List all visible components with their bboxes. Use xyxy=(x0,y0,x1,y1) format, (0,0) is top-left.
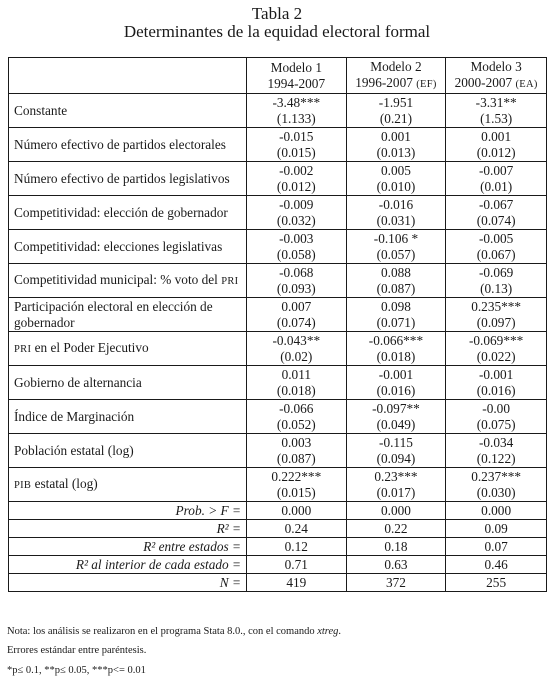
row-label-text: Número efectivo de partidos electorales xyxy=(14,136,226,152)
standard-error: (0.074) xyxy=(276,314,316,330)
model-1-period-text: 1994-2007 xyxy=(267,75,326,91)
coef-cell xyxy=(346,264,446,298)
row-label-text: Gobierno de alternancia xyxy=(14,374,142,390)
coef-cell xyxy=(246,230,346,264)
standard-error: (0.018) xyxy=(276,382,316,398)
coef-cell xyxy=(346,162,446,196)
coef-cell xyxy=(246,298,346,332)
stat-row xyxy=(9,502,547,520)
coefficient: 0.23*** xyxy=(374,468,418,484)
header-model-1 xyxy=(246,58,346,94)
coefficient: -0.115 xyxy=(379,434,413,450)
coef-cell xyxy=(346,94,446,128)
coef-cell xyxy=(446,94,547,128)
table-row xyxy=(9,468,547,502)
coefficient: -0.007 xyxy=(478,162,514,178)
coef-cell xyxy=(446,230,547,264)
coefficient: 0.088 xyxy=(380,264,411,280)
stat-value: 0.000 xyxy=(246,502,346,520)
coef-cell xyxy=(346,434,446,468)
stat-value: 0.63 xyxy=(346,556,446,574)
coef-cell xyxy=(246,94,346,128)
stat-value: 0.18 xyxy=(346,538,446,556)
standard-error: (0.087) xyxy=(376,280,416,296)
row-label-text: en el Poder Ejecutivo xyxy=(34,339,149,355)
coef-cell xyxy=(346,230,446,264)
results-table xyxy=(8,57,547,592)
coefficient: -1.951 xyxy=(378,94,414,110)
stat-row xyxy=(9,538,547,556)
row-label xyxy=(9,162,247,196)
standard-error: (1.53) xyxy=(480,110,513,126)
stat-label: R² al interior de cada estado = xyxy=(9,556,247,574)
row-label xyxy=(9,264,247,298)
coefficient: 0.007 xyxy=(281,298,312,314)
standard-error: (0.087) xyxy=(276,450,316,466)
model-1-period xyxy=(252,76,341,92)
coef-cell xyxy=(246,400,346,434)
note-stata xyxy=(7,625,341,639)
standard-error: (0.057) xyxy=(376,246,416,262)
coefficient: 0.005 xyxy=(380,162,411,178)
header-empty-cell xyxy=(9,58,247,94)
row-label xyxy=(9,468,247,502)
stat-value: 0.46 xyxy=(446,556,547,574)
row-label xyxy=(9,298,247,332)
standard-error: (0.02) xyxy=(280,348,313,364)
stat-value: 0.24 xyxy=(246,520,346,538)
row-label-text: Población estatal (log) xyxy=(14,442,134,458)
stat-row xyxy=(9,574,547,592)
header-model-3 xyxy=(446,58,547,94)
coef-cell xyxy=(446,468,547,502)
standard-error: (0.012) xyxy=(276,178,316,194)
standard-error: (0.071) xyxy=(376,314,416,330)
model-2-period xyxy=(352,75,441,93)
note-stata-prefix: Nota: los análisis se realizaron en el programa Stata 8.0., con el comando xyxy=(7,626,318,637)
table-row xyxy=(9,366,547,400)
row-label xyxy=(9,332,247,366)
coef-cell xyxy=(446,128,547,162)
coefficient: -0.003 xyxy=(279,230,314,246)
coef-cell xyxy=(446,264,547,298)
coef-cell xyxy=(446,366,547,400)
standard-error: (0.122) xyxy=(476,450,516,466)
coef-cell xyxy=(446,332,547,366)
coef-cell xyxy=(346,468,446,502)
coefficient: 0.011 xyxy=(281,366,312,382)
standard-error: (0.015) xyxy=(276,484,316,500)
standard-error: (0.016) xyxy=(376,382,416,398)
standard-error: (0.067) xyxy=(476,246,516,262)
standard-error: (0.094) xyxy=(376,450,416,466)
stat-value: 255 xyxy=(446,574,547,592)
standard-error: (0.097) xyxy=(476,314,516,330)
row-label-text: Competitividad: elección de gobernador xyxy=(14,204,228,220)
coef-cell xyxy=(246,332,346,366)
table-row xyxy=(9,332,547,366)
coefficient: -0.066*** xyxy=(368,332,424,348)
note-stata-suffix: . xyxy=(338,626,342,637)
coefficient: 0.237*** xyxy=(471,468,522,484)
standard-error: (0.052) xyxy=(276,416,316,432)
table-subtitle: Determinantes de la equidad electoral formal xyxy=(123,22,431,41)
coefficient: -3.31** xyxy=(475,94,517,110)
row-label-acronym: PRI xyxy=(14,343,32,355)
coef-cell xyxy=(346,366,446,400)
coefficient: -0.069 xyxy=(478,264,514,280)
coefficient: -0.043** xyxy=(272,332,321,348)
coef-cell xyxy=(246,264,346,298)
stat-value: 0.07 xyxy=(446,538,547,556)
coefficient: 0.001 xyxy=(380,128,411,144)
results-table-body xyxy=(9,58,547,592)
row-label xyxy=(9,94,247,128)
row-label xyxy=(9,366,247,400)
coefficient: -0.002 xyxy=(279,162,314,178)
coefficient: -0.106 * xyxy=(373,230,419,246)
coefficient: 0.098 xyxy=(380,298,411,314)
coefficient: -0.00 xyxy=(482,400,510,416)
standard-error: (0.030) xyxy=(476,484,516,500)
row-label xyxy=(9,196,247,230)
coefficient: -0.068 xyxy=(279,264,314,280)
table-row xyxy=(9,264,547,298)
coef-cell xyxy=(346,332,446,366)
coefficient: 0.222*** xyxy=(271,468,322,484)
stat-value: 0.22 xyxy=(346,520,446,538)
coef-cell xyxy=(246,434,346,468)
standard-error: (0.13) xyxy=(480,280,513,296)
standard-error: (1.133) xyxy=(276,110,316,126)
row-label-text: Competitividad: elecciones legislativas xyxy=(14,238,223,254)
coefficient: -0.069*** xyxy=(468,332,524,348)
row-label xyxy=(9,400,247,434)
stat-value: 0.000 xyxy=(346,502,446,520)
coef-cell xyxy=(246,366,346,400)
model-3-period-text: 2000-2007 xyxy=(454,74,513,90)
table-row xyxy=(9,434,547,468)
table-title: Tabla 2 xyxy=(251,4,303,23)
table-row xyxy=(9,298,547,332)
coefficient: 0.235*** xyxy=(471,298,522,314)
coef-cell xyxy=(446,434,547,468)
coefficient: -0.034 xyxy=(478,434,514,450)
stat-value: 0.09 xyxy=(446,520,547,538)
coefficient: 0.001 xyxy=(481,128,512,144)
stat-label: N = xyxy=(9,574,247,592)
coef-cell xyxy=(446,162,547,196)
coef-cell xyxy=(446,400,547,434)
coefficient: -0.067 xyxy=(478,196,514,212)
coef-cell xyxy=(246,468,346,502)
row-label xyxy=(9,434,247,468)
standard-error: (0.058) xyxy=(276,246,316,262)
stat-value: 0.000 xyxy=(446,502,547,520)
coef-cell xyxy=(446,298,547,332)
coefficient: -0.015 xyxy=(279,128,314,144)
stat-label: R² entre estados = xyxy=(9,538,247,556)
row-label-text: Índice de Marginación xyxy=(14,408,135,424)
table-row xyxy=(9,128,547,162)
coef-cell xyxy=(346,298,446,332)
coefficient: -0.016 xyxy=(378,196,414,212)
standard-error: (0.01) xyxy=(480,178,513,194)
standard-error: (0.022) xyxy=(476,348,516,364)
standard-error: (0.074) xyxy=(476,212,516,228)
model-2-suffix: (EF) xyxy=(416,78,437,90)
stat-label: R² = xyxy=(9,520,247,538)
standard-error: (0.032) xyxy=(276,212,316,228)
note-standard-errors: Errores estándar entre paréntesis. xyxy=(7,645,147,656)
coefficient: -0.066 xyxy=(279,400,314,416)
standard-error: (0.017) xyxy=(376,484,416,500)
stat-value: 0.12 xyxy=(246,538,346,556)
standard-error: (0.21) xyxy=(379,110,413,126)
row-label-text: estatal (log) xyxy=(34,475,98,491)
row-label-text: Número efectivo de partidos legislativos xyxy=(14,170,230,186)
table-row xyxy=(9,230,547,264)
standard-error: (0.016) xyxy=(476,382,516,398)
coefficient: 0.003 xyxy=(281,434,312,450)
stat-row xyxy=(9,520,547,538)
coef-cell xyxy=(246,128,346,162)
header-row xyxy=(9,58,547,94)
coefficient: -3.48*** xyxy=(272,94,321,110)
stat-label: Prob. > F = xyxy=(9,502,247,520)
coef-cell xyxy=(346,128,446,162)
standard-error: (0.013) xyxy=(376,144,416,160)
standard-error: (0.031) xyxy=(376,212,416,228)
model-3-period xyxy=(451,75,541,93)
row-label xyxy=(9,230,247,264)
standard-error: (0.049) xyxy=(376,416,416,432)
row-label-acronym: PIB xyxy=(14,479,32,491)
standard-error: (0.093) xyxy=(276,280,316,296)
stat-value: 419 xyxy=(246,574,346,592)
model-3-name: Modelo 3 xyxy=(470,58,522,74)
standard-error: (0.018) xyxy=(376,348,416,364)
stat-value: 372 xyxy=(346,574,446,592)
model-2-period-text: 1996-2007 xyxy=(355,74,413,90)
standard-error: (0.015) xyxy=(276,144,316,160)
coef-cell xyxy=(246,196,346,230)
stat-row xyxy=(9,556,547,574)
coef-cell xyxy=(346,196,446,230)
table-row xyxy=(9,162,547,196)
row-label-line-2: gobernador xyxy=(14,314,75,330)
model-3-suffix: (EA) xyxy=(515,78,538,90)
coef-cell xyxy=(346,400,446,434)
standard-error: (0.075) xyxy=(476,416,516,432)
note-significance: *p≤ 0.1, **p≤ 0.05, ***p<= 0.01 xyxy=(7,665,146,676)
row-label-text: Competitividad municipal: % voto del xyxy=(14,271,218,287)
coef-cell xyxy=(446,196,547,230)
row-label-text: Constante xyxy=(14,102,68,118)
coefficient: -0.097** xyxy=(372,400,420,416)
row-label-line-1: Participación electoral en elección de xyxy=(14,298,213,314)
model-2-name: Modelo 2 xyxy=(370,58,422,74)
header-model-2 xyxy=(346,58,446,94)
note-stata-command: xtreg xyxy=(317,626,339,637)
standard-error: (0.012) xyxy=(476,144,516,160)
coefficient: -0.001 xyxy=(378,366,414,382)
coefficient: -0.001 xyxy=(478,366,514,382)
coef-cell xyxy=(246,162,346,196)
stat-value: 0.71 xyxy=(246,556,346,574)
table-row xyxy=(9,94,547,128)
table-row xyxy=(9,400,547,434)
row-label xyxy=(9,128,247,162)
table-row xyxy=(9,196,547,230)
model-1-name: Modelo 1 xyxy=(270,59,322,75)
row-label-acronym: PRI xyxy=(221,275,239,287)
standard-error: (0.010) xyxy=(376,178,416,194)
coefficient: -0.005 xyxy=(478,230,514,246)
coefficient: -0.009 xyxy=(279,196,314,212)
